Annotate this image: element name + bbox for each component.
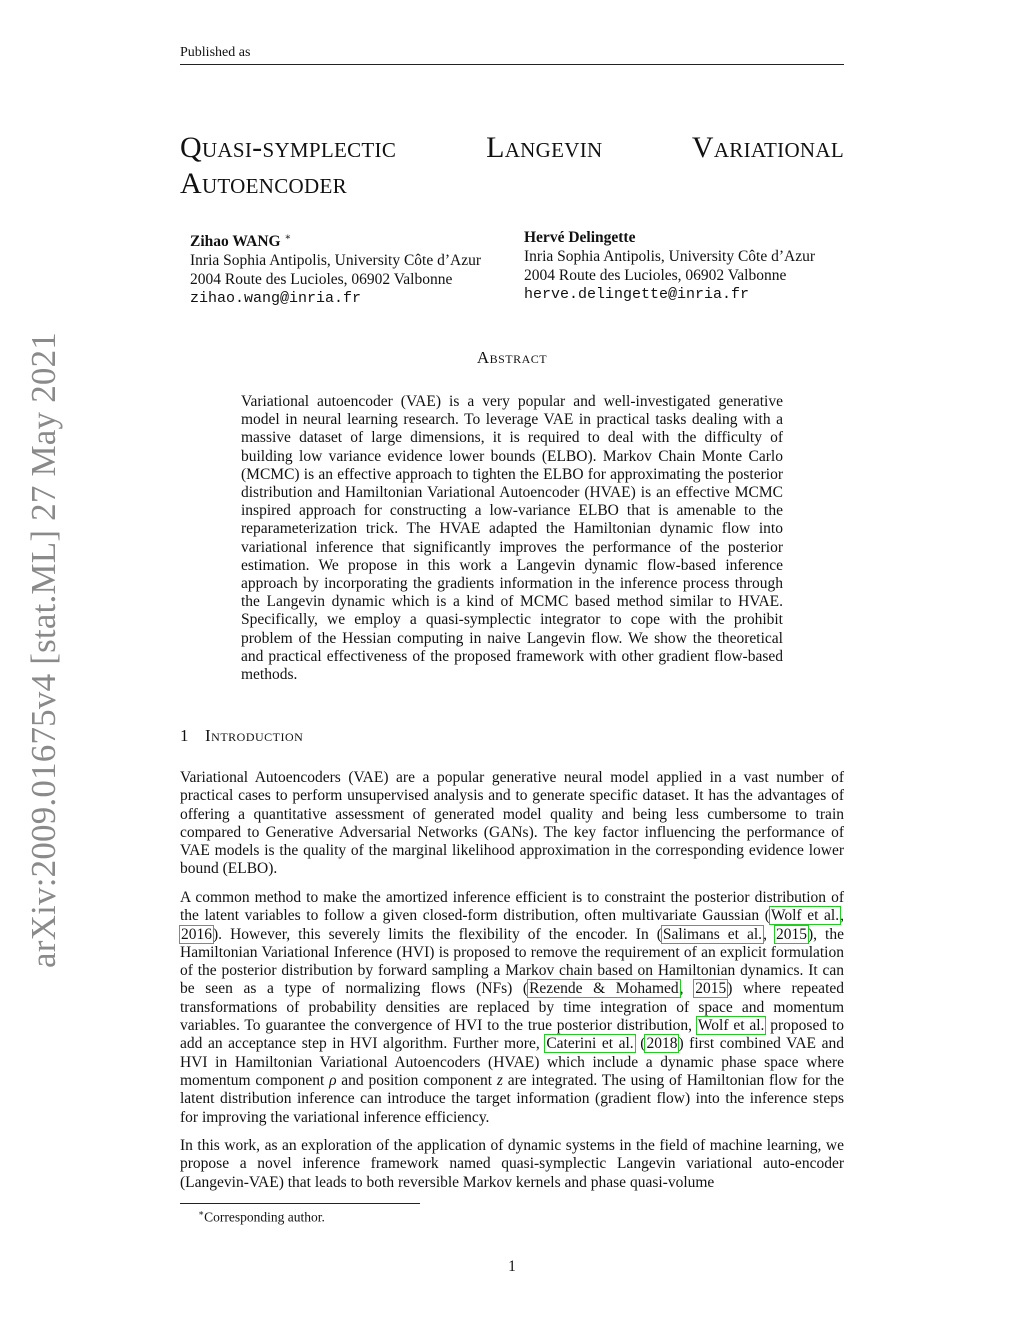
- citation-link[interactable]: 2016: [181, 925, 212, 943]
- citation-link[interactable]: Rezende & Mohamed: [529, 980, 679, 998]
- citation-link[interactable]: 2015: [695, 980, 727, 998]
- author-block-2: [524, 228, 815, 304]
- author-email[interactable]: zihao.wang@inria.fr: [190, 290, 362, 308]
- citation-link[interactable]: Salimans et al.: [662, 925, 763, 943]
- author-affiliation: Inria Sophia Antipolis, University Côte d’Azur: [190, 252, 482, 270]
- citation-link[interactable]: Wolf et al.: [770, 907, 840, 925]
- author-name: Zihao WANG ∗: [190, 232, 292, 251]
- author-block-1: [190, 228, 481, 308]
- math-symbol-rho: ρ: [329, 1071, 337, 1089]
- author-address: 2004 Route des Lucioles, 06902 Valbonne: [524, 267, 787, 284]
- footnote: [198, 1208, 325, 1226]
- abstract-text: Variational autoencoder (VAE) is a very popular and well-investigated generative model in neural learning research. To leverage VAE in practical tasks dealing with a massive dataset of large dimensions, it is required to deal with the difficulty of building low variance evidence lower bounds (ELBO). Markov Chain Monte Carlo (MCMC) is an effective approach to tighten the ELBO for approximating the posterior distribution and Hamiltonian Variational Autoencoder (HVAE) is an effective MCMC inspired approach for constructing a low-variance ELBO that is amenable to the reparameterization trick. The HVAE adapted the Hamiltonian dynamic flow into variational inference that significantly improves the performance of the posterior estimation. We propose in this work a Langevin dynamic flow-based inference approach by incorporating the gradients information in the inference process through the Langevin dynamic which is a kind of MCMC based method similar to HVAE. Specifically, we employ a quasi-symplectic integrator to cope with the prohibit problem of the Hessian computing in naive Langevin flow. We show the theoretical and practical effectiveness of the proposed framework with other gradient flow-based methods.: [241, 393, 783, 684]
- footnote-mark: ∗: [284, 232, 292, 243]
- intro-paragraph-2: A common method to make the amortized inference efficient is to constraint the posterior distribution of the latent variables to follow a given closed-form distribution, often multivariate Gaussian (Wolf et al., 2016). However, this severely limits the flexibility of the encoder. In (Salimans et al., 2015), the Hamiltonian Variational Inference (HVI) is proposed to remove the requirement of an explicit formulation of the posterior distribution by forward sampling a Markov chain based on Hamiltonian dynamics. It can be seen as a type of normalizing flows (NFs) (Rezende & Mohamed, 2015) where repeated transformations of probability densities are replaced by time integration of space and momentum variables. To guarantee the convergence of HVI to the true posterior distribution, Wolf et al. proposed to add an acceptance step in HVI algorithm. Further more, Caterini et al. (2018) first combined VAE and HVI in Hamiltonian Variational Autoencoders (HVAE) which include a dynamic phase space where momentum component ρ and position component z are integrated. The using of Hamiltonian flow for the latent distribution inference can introduce the target information (gradient flow) into the inference steps for improving the variational inference efficiency.: [180, 889, 845, 1126]
- running-head: Published as: [180, 45, 844, 65]
- author-name: Hervé Delingette: [524, 229, 636, 246]
- citation-link[interactable]: 2015: [775, 925, 807, 943]
- page-number: 1: [508, 1258, 516, 1275]
- author-address: 2004 Route des Lucioles, 06902 Valbonne: [190, 271, 453, 289]
- math-symbol-z: z: [496, 1071, 503, 1089]
- footnote-mark: ∗: [198, 1208, 205, 1218]
- section-heading-introduction: [180, 726, 303, 746]
- paper-title: Quasi-symplectic Langevin Variational Autoencoder: [180, 131, 844, 200]
- footnote-text: Corresponding author.: [204, 1209, 325, 1225]
- author-affiliation: Inria Sophia Antipolis, University Côte d’Azur: [524, 248, 816, 265]
- section-number: 1: [180, 726, 189, 745]
- intro-paragraph-3: In this work, as an exploration of the application of dynamic systems in the field of machine learning, we propose a novel inference framework named quasi-symplectic Langevin variational auto-encoder (Langevin-VAE) that leads to both reversible Markov kernels and phase quasi-volume: [180, 1137, 844, 1191]
- intro-paragraph-1: Variational Autoencoders (VAE) are a popular generative neural model applied in a vast number of practical cases to perform unsupervised analysis and to generate specific dataset. It has the advantages of offering a quantitative assessment of generated model quality and being less cumbersome to train compared to Generative Adversarial Networks (GANs). The key factor influencing the performance of VAE models is the quality of the marginal likelihood approximation in the corresponding evidence lower bound (ELBO).: [180, 769, 844, 878]
- section-title: Introduction: [205, 726, 304, 745]
- author-email[interactable]: herve.delingette@inria.fr: [524, 286, 750, 303]
- citation-link[interactable]: 2018: [646, 1035, 678, 1053]
- arxiv-identifier: arXiv:2009.01675v4 [stat.ML] 27 May 2021: [24, 332, 63, 968]
- citation-link[interactable]: Wolf et al.: [697, 1017, 765, 1035]
- abstract-heading: Abstract: [476, 348, 548, 367]
- footnote-divider: [180, 1203, 420, 1204]
- citation-link[interactable]: Caterini et al.: [546, 1035, 634, 1053]
